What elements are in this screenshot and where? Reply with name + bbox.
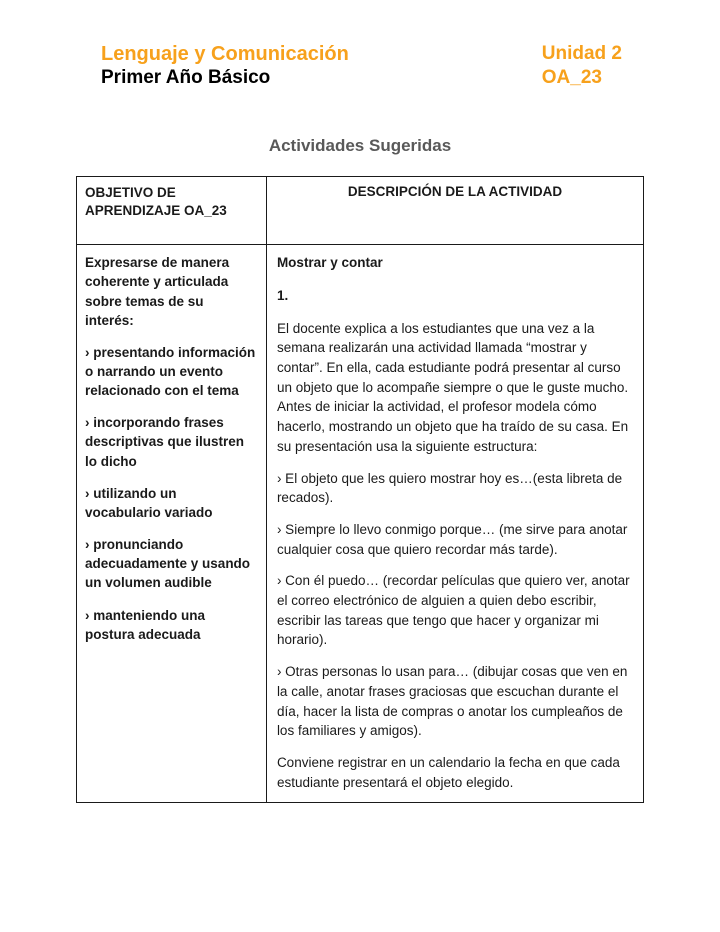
activity-paragraph-4: › Con él puedo… (recordar películas que quiero ver, anotar el correo electrónico de alguien a quien debo escribir, escribir las tareas que tengo que hacer y organizar mi horario). (276, 573, 630, 648)
document-header (76, 42, 644, 90)
activity-column-header: DESCRIPCIÓN DE LA ACTIVIDAD (266, 176, 643, 244)
activity-paragraph-2: › El objeto que les quiero mostrar hoy es…(esta libreta de recados). (276, 470, 623, 506)
objective-column-header: OBJETIVO DE APRENDIZAJE OA_23 (77, 176, 267, 244)
activity-title: Mostrar y contar (276, 255, 383, 271)
activity-paragraph-6: Conviene registrar en un calendario la fecha en que cada estudiante presentará el objeto elegido. (276, 754, 620, 790)
objective-intro: Expresarse de manera coherente y articulada sobre temas de su interés: (85, 255, 230, 328)
table-body-row (77, 245, 644, 803)
oa-label: OA_23 (541, 66, 602, 88)
activity-number: 1. (276, 287, 289, 303)
objective-bullet-2: › incorporando frases descriptivas que ilustren lo dicho (85, 415, 245, 469)
header-left (101, 42, 349, 90)
subject-title: Lenguaje y Comunicación (101, 43, 349, 65)
page-title: Actividades Sugeridas (268, 135, 452, 155)
objective-bullet-5: › manteniendo una postura adecuada (85, 607, 206, 642)
objective-bullet-4: › pronunciando adecuadamente y usando un volumen audible (85, 537, 251, 591)
activities-table (76, 176, 644, 804)
grade-title: Primer Año Básico (101, 67, 271, 88)
table-header-row (77, 176, 644, 244)
header-right (542, 42, 622, 90)
activity-paragraph-1: El docente explica a los estudiantes que una vez a la semana realizarán una actividad llamada “mostrar y contar”. En ella, cada estudiante podrá presentar al curso un objeto que lo acompañe siempre o que le guste mucho. Antes de iniciar la actividad, el profesor modela cómo hacerlo, mostrando un objeto que ha traído de su casa. En su presentación usa la siguiente estructura: (276, 320, 629, 454)
objective-bullet-3: › utilizando un vocabulario variado (85, 485, 213, 520)
activity-paragraph-5: › Otras personas lo usan para… (dibujar cosas que ven en la calle, anotar frases graciosas que escuchan durante el día, hacer la lista de compras o anotar los cumpleaños de los familiares y amigos). (276, 664, 628, 739)
objective-cell (77, 245, 267, 803)
unit-label: Unidad 2 (541, 43, 622, 64)
activity-cell (266, 245, 643, 803)
objective-bullet-1: › presentando información o narrando un evento relacionado con el tema (85, 344, 256, 399)
activity-paragraph-3: › Siempre lo llevo conmigo porque… (me sirve para anotar cualquier cosa que quiero recordar más tarde). (276, 521, 628, 557)
